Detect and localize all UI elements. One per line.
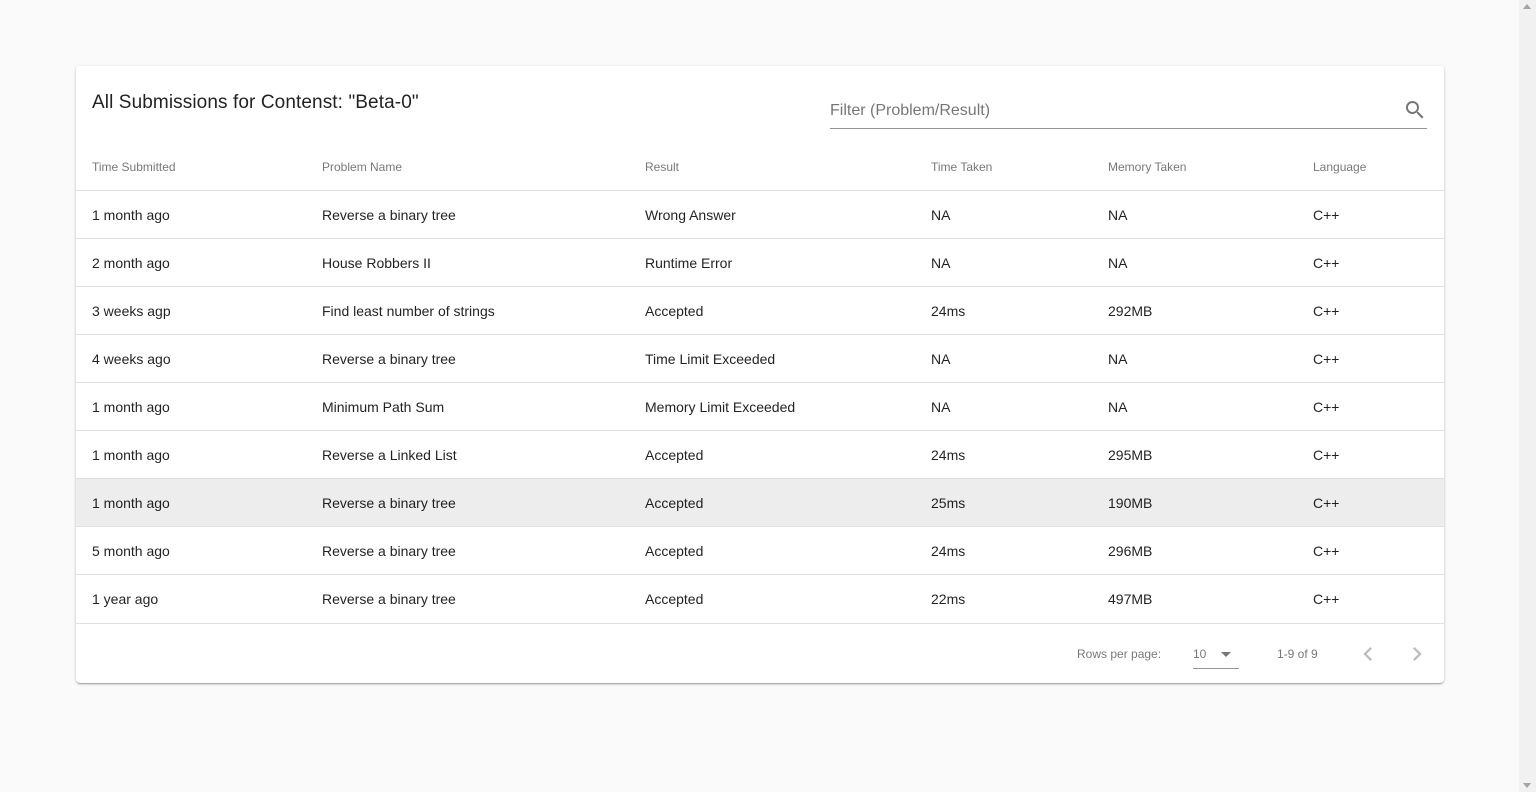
table-row[interactable] [76, 191, 1444, 239]
cell-result: Accepted [645, 431, 931, 479]
header-time-taken[interactable]: Time Taken [931, 143, 1108, 191]
cell-language: C++ [1313, 431, 1444, 479]
filter-input[interactable] [830, 98, 1390, 124]
cell-result: Time Limit Exceeded [645, 335, 931, 383]
table-row-hovered[interactable] [76, 479, 1444, 527]
table-row[interactable] [76, 575, 1444, 624]
table-row[interactable] [76, 239, 1444, 287]
cell-time-taken: 22ms [931, 575, 1108, 624]
cell-time-taken: NA [931, 239, 1108, 287]
cell-result: Wrong Answer [645, 191, 931, 239]
filter-field[interactable] [830, 94, 1427, 129]
cell-memory-taken: 296MB [1108, 527, 1313, 575]
arrow-drop-down-icon [1221, 652, 1231, 657]
cell-problem-name: Reverse a binary tree [322, 335, 645, 383]
cell-time-taken: 25ms [931, 479, 1108, 527]
table-row[interactable] [76, 527, 1444, 575]
cell-language: C++ [1313, 191, 1444, 239]
cell-time-submitted: 1 year ago [76, 575, 322, 624]
pagination-range: 1-9 of 9 [1277, 647, 1318, 661]
cell-result: Accepted [645, 479, 931, 527]
cell-problem-name: Reverse a Linked List [322, 431, 645, 479]
cell-memory-taken: 190MB [1108, 479, 1313, 527]
scroll-up-arrow-icon[interactable] [1523, 4, 1531, 9]
chevron-right-icon[interactable] [1403, 640, 1431, 668]
cell-problem-name: Reverse a binary tree [322, 191, 645, 239]
cell-time-taken: NA [931, 335, 1108, 383]
header-memory-taken[interactable]: Memory Taken [1108, 143, 1313, 191]
cell-memory-taken: 292MB [1108, 287, 1313, 335]
cell-time-taken: NA [931, 383, 1108, 431]
table-header-row [76, 143, 1444, 191]
cell-time-taken: 24ms [931, 527, 1108, 575]
submissions-table [76, 143, 1444, 624]
page-title: All Submissions for Contenst: "Beta-0" [92, 92, 419, 113]
cell-time-submitted: 1 month ago [76, 431, 322, 479]
cell-time-submitted: 4 weeks ago [76, 335, 322, 383]
cell-memory-taken: NA [1108, 383, 1313, 431]
cell-time-submitted: 1 month ago [76, 479, 322, 527]
cell-problem-name: Minimum Path Sum [322, 383, 645, 431]
cell-problem-name: Reverse a binary tree [322, 479, 645, 527]
cell-language: C++ [1313, 287, 1444, 335]
table-row[interactable] [76, 335, 1444, 383]
cell-problem-name: House Robbers II [322, 239, 645, 287]
table-row[interactable] [76, 287, 1444, 335]
cell-problem-name: Reverse a binary tree [322, 527, 645, 575]
cell-time-submitted: 1 month ago [76, 191, 322, 239]
vertical-scrollbar[interactable] [1519, 0, 1536, 792]
header-problem-name[interactable]: Problem Name [322, 143, 645, 191]
cell-language: C++ [1313, 239, 1444, 287]
cell-language: C++ [1313, 479, 1444, 527]
cell-memory-taken: NA [1108, 191, 1313, 239]
cell-result: Accepted [645, 287, 931, 335]
cell-time-taken: 24ms [931, 431, 1108, 479]
rows-per-page-select[interactable] [1193, 642, 1239, 669]
header-result[interactable]: Result [645, 143, 931, 191]
cell-time-taken: NA [931, 191, 1108, 239]
table-pagination [76, 626, 1444, 682]
cell-memory-taken: NA [1108, 335, 1313, 383]
table-row[interactable] [76, 431, 1444, 479]
cell-problem-name: Find least number of strings [322, 287, 645, 335]
cell-language: C++ [1313, 527, 1444, 575]
cell-time-submitted: 1 month ago [76, 383, 322, 431]
cell-memory-taken: 497MB [1108, 575, 1313, 624]
cell-time-submitted: 3 weeks agp [76, 287, 322, 335]
cell-time-submitted: 5 month ago [76, 527, 322, 575]
header-language[interactable]: Language [1313, 143, 1444, 191]
search-icon[interactable] [1403, 98, 1427, 122]
cell-memory-taken: NA [1108, 239, 1313, 287]
cell-result: Runtime Error [645, 239, 931, 287]
scroll-down-arrow-icon[interactable] [1523, 783, 1531, 788]
chevron-left-icon[interactable] [1354, 640, 1382, 668]
cell-result: Memory Limit Exceeded [645, 383, 931, 431]
table-row[interactable] [76, 383, 1444, 431]
cell-language: C++ [1313, 383, 1444, 431]
rows-per-page-label: Rows per page: [1077, 647, 1162, 661]
submissions-card [76, 66, 1444, 683]
cell-language: C++ [1313, 335, 1444, 383]
header-time-submitted[interactable]: Time Submitted [76, 143, 322, 191]
cell-time-taken: 24ms [931, 287, 1108, 335]
cell-result: Accepted [645, 575, 931, 624]
cell-result: Accepted [645, 527, 931, 575]
cell-language: C++ [1313, 575, 1444, 624]
rows-per-page-value: 10 [1193, 647, 1207, 661]
cell-problem-name: Reverse a binary tree [322, 575, 645, 624]
cell-memory-taken: 295MB [1108, 431, 1313, 479]
cell-time-submitted: 2 month ago [76, 239, 322, 287]
